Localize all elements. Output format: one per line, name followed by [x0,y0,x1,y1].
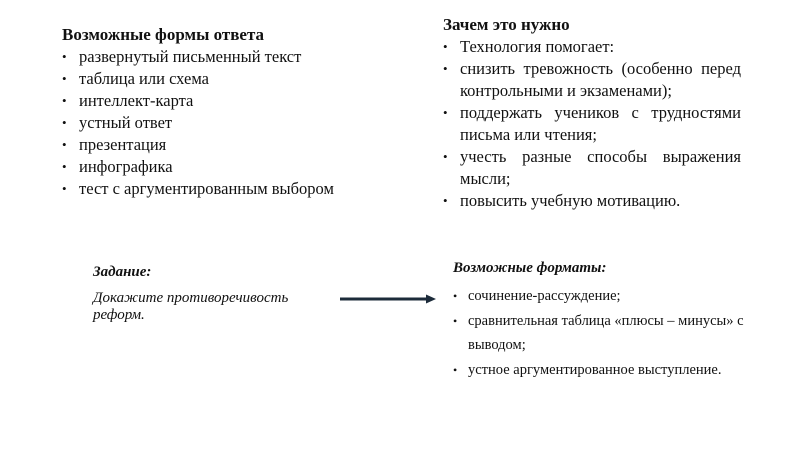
list-item: • Технология помогает: [443,37,615,56]
answer-forms-list [62,46,392,200]
bullet-icon: • [62,71,67,86]
why-needed-list [443,36,741,212]
bullet-icon: • [453,313,458,328]
task-text: Докажите противоречивость реформ. [93,290,289,323]
list-item: • инфографика [62,157,173,176]
answer-forms-title: Возможные формы ответа [62,25,265,44]
formats-list [453,284,773,382]
why-needed-title: Зачем это нужно [443,15,570,34]
list-item: • интеллект-карта [62,91,194,110]
bullet-icon: • [443,105,448,120]
list-item: • устное аргументированное выступление. [453,358,773,383]
bullet-icon: • [453,362,458,377]
list-item: • снизить тревожность (особенно перед контрольными и экзаменами); [443,59,741,100]
list-item: • тест с аргументированным выбором [62,179,334,198]
bullet-icon: • [62,159,67,174]
bullet-icon: • [453,289,458,303]
bullet-icon: • [443,39,448,54]
right-arrow-icon [340,292,436,304]
bullet-icon: • [62,115,67,130]
list-item: • повысить учебную мотивацию. [443,191,681,210]
list-item: • устный ответ [62,113,173,132]
answer-forms-block [62,24,392,200]
list-item: • сравнительная таблица «плюсы – минусы» с выводом; [453,309,773,358]
bullet-icon: • [443,193,448,208]
list-item: • сочинение-рассуждение; [453,284,773,309]
formats-block [453,258,773,382]
task-block [93,262,333,324]
why-needed-block [443,14,741,212]
formats-title: Возможные форматы: [453,260,607,276]
bullet-icon: • [62,181,67,196]
bullet-icon: • [443,61,448,76]
task-title: Задание: [93,264,152,280]
list-item: • учесть разные способы выражения мысли; [443,147,741,188]
bullet-icon: • [443,149,448,164]
bullet-icon: • [62,137,67,152]
list-item: • поддержать учеников с трудностями письма или чтения; [443,103,741,144]
list-item: • развернутый письменный текст [62,47,302,66]
list-item: • презентация [62,135,167,154]
bullet-icon: • [62,93,67,108]
bullet-icon: • [62,49,67,64]
list-item: • таблица или схема [62,69,210,88]
